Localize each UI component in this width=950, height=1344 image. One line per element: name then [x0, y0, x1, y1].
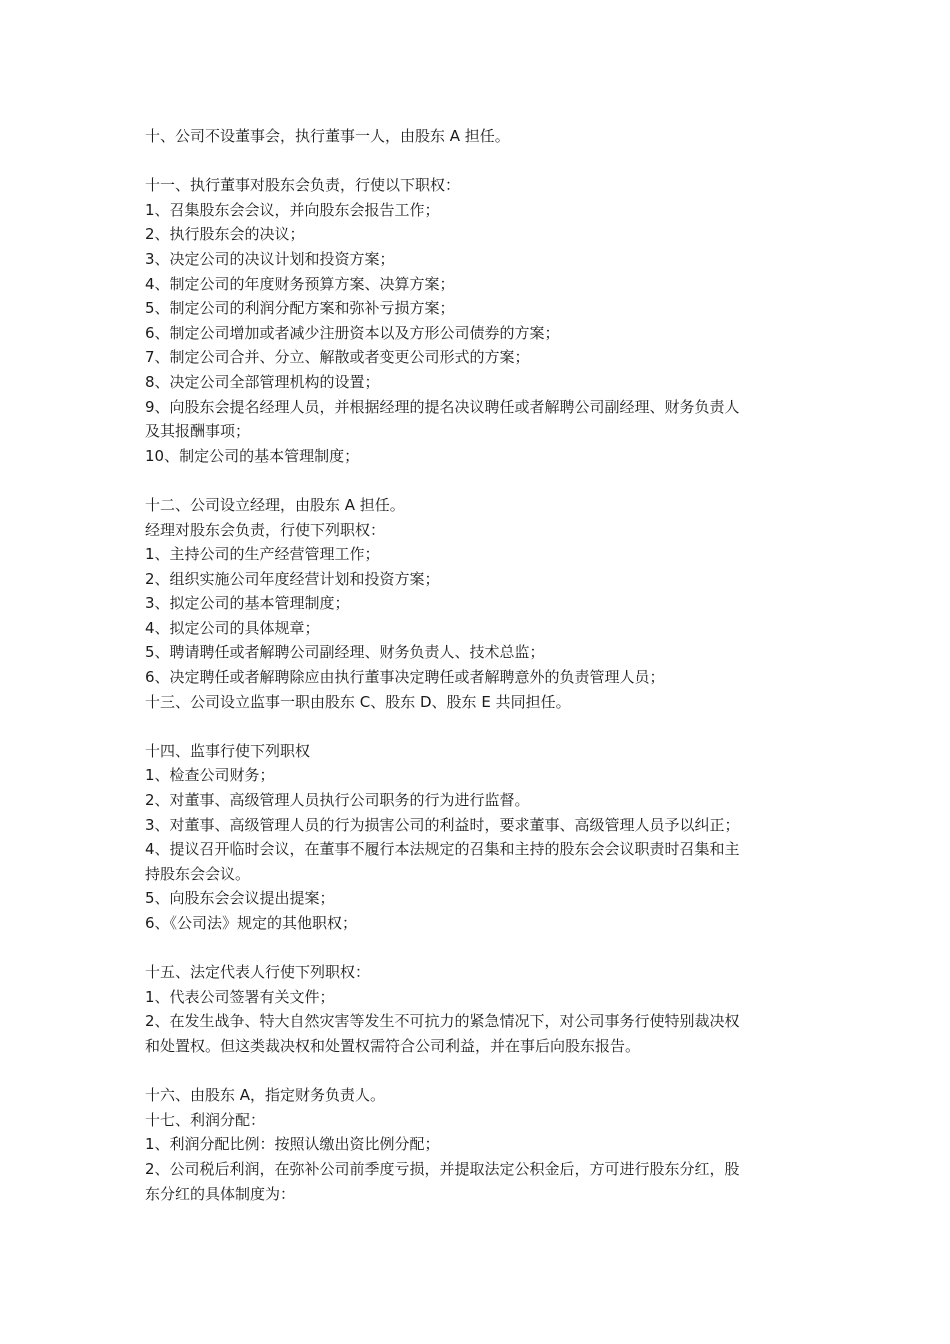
text-line: 1、召集股东会会议，并向股东会报告工作；	[145, 200, 440, 219]
text-line: 十、公司不设董事会，执行董事一人，由股东 A 担任。	[145, 127, 510, 145]
text-line: 3、决定公司的决议计划和投资方案；	[145, 249, 395, 268]
text-line: 6、《公司法》规定的其他职权；	[145, 914, 358, 932]
text-line: 9、向股东会提名经理人员，并根据经理的提名决议聘任或者解聘公司副经理、财务负责人	[145, 397, 740, 416]
text-line: 2、组织实施公司年度经营计划和投资方案；	[145, 569, 440, 588]
text-line: 6、制定公司增加或者减少注册资本以及方形公司债券的方案；	[145, 323, 560, 342]
text-line: 持股东会会议。	[145, 864, 251, 883]
text-line: 4、制定公司的年度财务预算方案、决算方案；	[145, 274, 455, 293]
blank-line	[145, 936, 815, 961]
text-line: 和处置权。但这类裁决权和处置权需符合公司利益，并在事后向股东报告。	[145, 1036, 641, 1055]
text-line: 3、拟定公司的基本管理制度；	[145, 594, 350, 613]
text-line: 2、公司税后利润，在弥补公司前季度亏损，并提取法定公积金后，方可进行股东分红，股	[145, 1159, 740, 1178]
text-line: 十七、利润分配：	[145, 1110, 266, 1129]
text-line: 1、检查公司财务；	[145, 766, 275, 785]
text-line: 经理对股东会负责，行使下列职权：	[145, 520, 386, 539]
text-line: 及其报酬事项；	[145, 422, 251, 441]
text-line: 6、决定聘任或者解聘除应由执行董事决定聘任或者解聘意外的负责管理人员；	[145, 668, 665, 687]
text-line: 1、利润分配比例：按照认缴出资比例分配；	[145, 1135, 440, 1154]
text-line: 3、对董事、高级管理人员的行为损害公司的利益时，要求董事、高级管理人员予以纠正；	[145, 815, 740, 834]
text-line: 1、主持公司的生产经营管理工作；	[145, 545, 380, 564]
text-line: 5、向股东会会议提出提案；	[145, 889, 335, 908]
text-line: 1、代表公司签署有关文件；	[145, 987, 335, 1006]
text-line: 十二、公司设立经理，由股东 A 担任。	[145, 495, 405, 514]
blank-line	[145, 1059, 815, 1084]
text-line: 十六、由股东 A，指定财务负责人。	[145, 1086, 386, 1105]
text-line: 东分红的具体制度为：	[145, 1184, 296, 1203]
text-line: 5、制定公司的利润分配方案和弥补亏损方案；	[145, 299, 455, 318]
text-line: 4、提议召开临时会议，在董事不履行本法规定的召集和主持的股东会会议职责时召集和主	[145, 840, 740, 859]
text-line: 4、拟定公司的具体规章；	[145, 618, 320, 637]
text-line: 2、执行股东会的决议；	[145, 225, 305, 244]
text-line: 十一、执行董事对股东会负责，行使以下职权：	[145, 176, 461, 195]
text-line: 十三、公司设立监事一职由股东 C、股东 D、股东 E 共同担任。	[145, 692, 571, 711]
text-line: 10、制定公司的基本管理制度；	[145, 446, 360, 465]
text-line: 2、对董事、高级管理人员执行公司职务的行为进行监督。	[145, 791, 530, 810]
blank-line	[145, 714, 815, 739]
text-line: 5、聘请聘任或者解聘公司副经理、财务负责人、技术总监；	[145, 643, 545, 662]
blank-line	[145, 149, 815, 174]
text-line: 十五、法定代表人行使下列职权：	[145, 963, 371, 982]
text-line: 7、制定公司合并、分立、解散或者变更公司形式的方案；	[145, 348, 530, 367]
document-body	[145, 124, 815, 1206]
blank-line	[145, 468, 815, 493]
text-line: 8、决定公司全部管理机构的设置；	[145, 372, 380, 391]
text-line: 十四、监事行使下列职权	[145, 741, 311, 760]
text-line: 2、在发生战争、特大自然灾害等发生不可抗力的紧急情况下，对公司事务行使特别裁决权	[145, 1012, 740, 1031]
